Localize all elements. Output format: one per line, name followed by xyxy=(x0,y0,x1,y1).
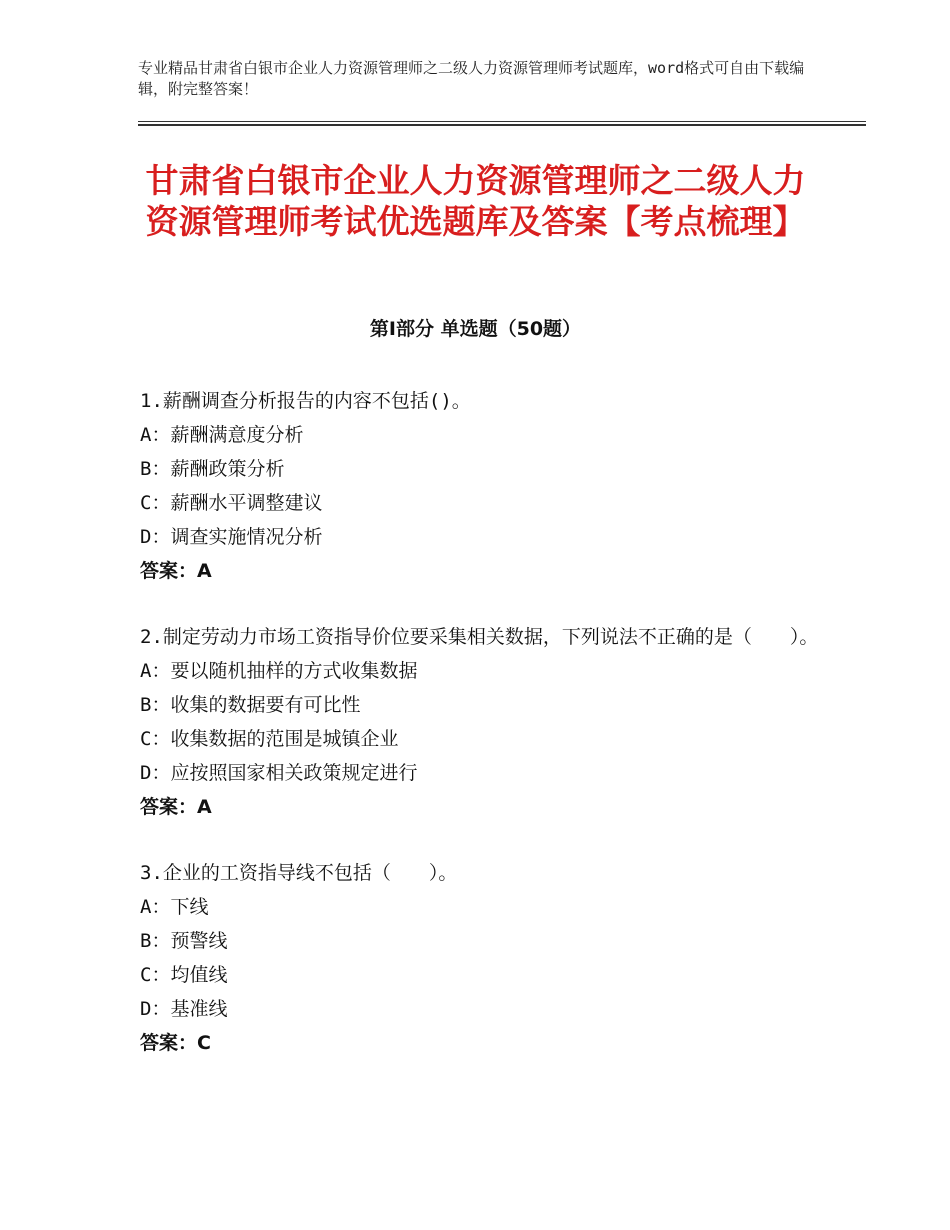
question-text: 1.薪酬调查分析报告的内容不包括()。 xyxy=(140,390,471,412)
header-divider xyxy=(138,121,866,122)
option-c: C：均值线 xyxy=(140,964,228,986)
question-item xyxy=(140,384,820,588)
option-c: C：收集数据的范围是城镇企业 xyxy=(140,728,399,750)
option-d: D：应按照国家相关政策规定进行 xyxy=(140,762,418,784)
answer: 答案：C xyxy=(140,1032,211,1054)
option-a: A：下线 xyxy=(140,896,209,918)
option-d: D：基准线 xyxy=(140,998,228,1020)
option-a: A：薪酬满意度分析 xyxy=(140,424,304,446)
option-b: B：薪酬政策分析 xyxy=(140,458,285,480)
document-title: 甘肃省白银市企业人力资源管理师之二级人力资源管理师考试优选题库及答案【考点梳理】 xyxy=(145,161,806,241)
option-c: C：薪酬水平调整建议 xyxy=(140,492,323,514)
header-note: 专业精品甘肃省白银市企业人力资源管理师之二级人力资源管理师考试题库，word格式可自由下载编辑，附完整答案！ xyxy=(138,59,805,98)
answer: 答案：A xyxy=(140,560,212,582)
option-b: B：收集的数据要有可比性 xyxy=(140,694,361,716)
question-item xyxy=(140,856,820,1060)
header-divider-thick xyxy=(138,124,866,126)
option-b: B：预警线 xyxy=(140,930,228,952)
option-d: D：调查实施情况分析 xyxy=(140,526,323,548)
answer: 答案：A xyxy=(140,796,212,818)
question-text: 3.企业的工资指导线不包括（ ）。 xyxy=(140,862,458,884)
option-a: A：要以随机抽样的方式收集数据 xyxy=(140,660,418,682)
question-list xyxy=(140,384,820,1092)
question-item xyxy=(140,620,820,824)
section-title: 第Ⅰ部分 单选题（50题） xyxy=(369,318,582,340)
question-text: 2.制定劳动力市场工资指导价位要采集相关数据，下列说法不正确的是（ ）。 xyxy=(140,626,819,648)
